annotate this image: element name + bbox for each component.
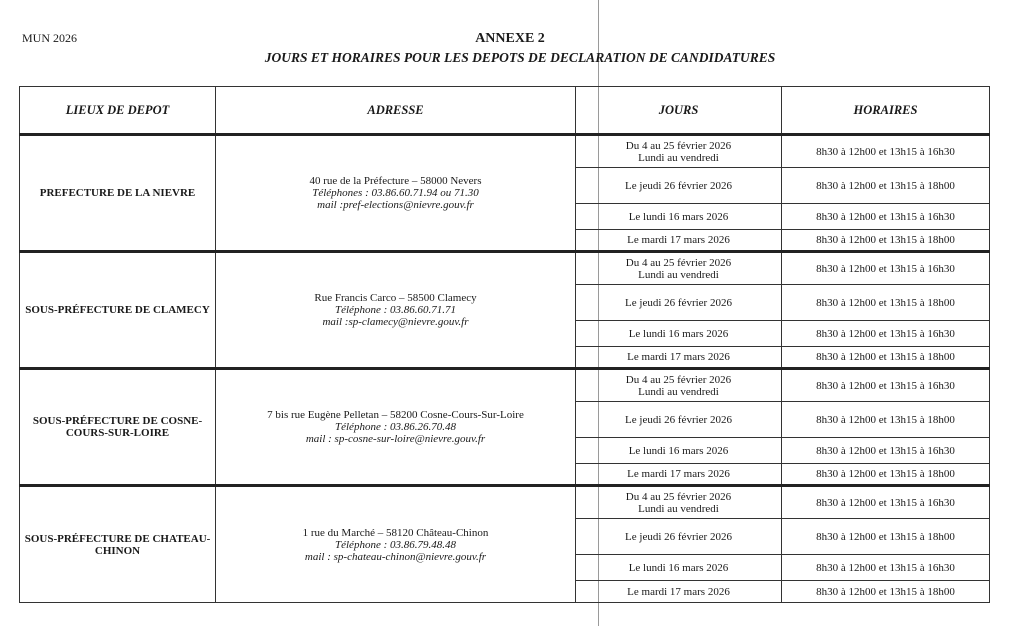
address-cell [216,252,576,369]
address-line: 40 rue de la Préfecture – 58000 Nevers [309,175,482,187]
day-text: Le jeudi 26 février 2026 [625,530,732,543]
phone-line: Téléphone : 03.86.26.70.48 [335,421,456,433]
lieu-cell: SOUS-PRÉFECTURE DE CLAMECY [20,252,216,369]
day-cell [576,486,782,519]
table-row [20,369,990,402]
day-text: Le mardi 17 mars 2026 [627,351,730,363]
day-cell [576,347,782,369]
phone-line: Téléphone : 03.86.79.48.48 [335,538,456,551]
hours-cell: 8h30 à 12h00 et 13h15 à 18h00 [782,464,990,486]
table-row [20,486,990,519]
document-reference: MUN 2026 [22,31,78,45]
day-text: Du 4 au 25 février 2026 [625,490,732,503]
day-cell [576,555,782,581]
day-cell [576,581,782,603]
hours-cell: 8h30 à 12h00 et 13h15 à 16h30 [782,555,990,581]
day-cell [576,230,782,252]
day-cell [576,252,782,285]
day-subtext: Lundi au vendredi [638,151,719,164]
day-cell [576,519,782,555]
table-row [20,135,990,168]
hours-cell: 8h30 à 12h00 et 13h15 à 16h30 [782,252,990,285]
day-subtext: Lundi au vendredi [638,385,719,398]
day-cell [576,204,782,230]
day-text: Du 4 au 25 février 2026 [625,256,732,269]
lieu-cell: SOUS-PRÉFECTURE DE CHATEAU-CHINON [20,486,216,603]
header-adresse: ADRESSE [216,87,576,135]
table-header-row [20,87,990,135]
hours-cell: 8h30 à 12h00 et 13h15 à 18h00 [782,230,990,252]
hours-cell: 8h30 à 12h00 et 13h15 à 16h30 [782,135,990,168]
hours-cell: 8h30 à 12h00 et 13h15 à 18h00 [782,402,990,438]
day-subtext: Lundi au vendredi [638,502,719,515]
phone-line: Téléphones : 03.86.60.71.94 ou 71.30 [312,187,479,199]
address-cell [216,369,576,486]
day-cell [576,402,782,438]
table-body [20,135,990,603]
lieu-cell: PREFECTURE DE LA NIEVRE [20,135,216,252]
address-line: Rue Francis Carco – 58500 Clamecy [314,292,477,304]
day-text: Le lundi 16 mars 2026 [628,210,729,223]
day-text: Le lundi 16 mars 2026 [628,561,729,574]
header-horaires: HORAIRES [782,87,990,135]
lieu-cell: SOUS-PRÉFECTURE DE COSNE-COURS-SUR-LOIRE [20,369,216,486]
day-text: Le lundi 16 mars 2026 [628,444,729,457]
table-row [20,252,990,285]
phone-line: Téléphone : 03.86.60.71.71 [335,304,456,316]
day-subtext: Lundi au vendredi [638,268,719,281]
day-text: Le jeudi 26 février 2026 [625,413,732,426]
day-text: Le mardi 17 mars 2026 [627,234,730,246]
hours-cell: 8h30 à 12h00 et 13h15 à 16h30 [782,438,990,464]
mail-line: mail :sp-clamecy@nievre.gouv.fr [322,316,469,328]
day-text: Le mardi 17 mars 2026 [627,585,730,598]
address-cell [216,486,576,603]
hours-cell: 8h30 à 12h00 et 13h15 à 16h30 [782,321,990,347]
day-cell [576,285,782,321]
mail-line: mail : sp-cosne-sur-loire@nievre.gouv.fr [305,433,486,445]
document-subtitle: JOURS ET HORAIRES POUR LES DEPOTS DE DECLARATION DE CANDIDATURES [264,50,776,65]
address-line: 1 rue du Marché – 58120 Château-Chinon [302,526,489,539]
day-text: Le jeudi 26 février 2026 [625,296,732,309]
mail-line: mail : sp-chateau-chinon@nievre.gouv.fr [304,550,487,563]
day-text: Le mardi 17 mars 2026 [627,468,730,480]
day-text: Le lundi 16 mars 2026 [628,327,729,340]
hours-cell: 8h30 à 12h00 et 13h15 à 18h00 [782,519,990,555]
schedule-table [19,86,990,603]
day-cell [576,135,782,168]
day-text: Du 4 au 25 février 2026 [625,139,732,152]
day-cell [576,438,782,464]
address-line: 7 bis rue Eugène Pelletan – 58200 Cosne-Cours-Sur-Loire [267,409,524,421]
hours-cell: 8h30 à 12h00 et 13h15 à 18h00 [782,581,990,603]
hours-cell: 8h30 à 12h00 et 13h15 à 18h00 [782,285,990,321]
mail-line: mail :pref-elections@nievre.gouv.fr [317,199,474,211]
hours-cell: 8h30 à 12h00 et 13h15 à 16h30 [782,486,990,519]
day-cell [576,321,782,347]
hours-cell: 8h30 à 12h00 et 13h15 à 18h00 [782,347,990,369]
document-title: ANNEXE 2 [475,31,545,46]
day-cell [576,168,782,204]
day-text: Le jeudi 26 février 2026 [625,179,732,192]
day-cell [576,369,782,402]
address-cell [216,135,576,252]
hours-cell: 8h30 à 12h00 et 13h15 à 16h30 [782,204,990,230]
header-lieux: LIEUX DE DEPOT [20,87,216,135]
day-cell [576,464,782,486]
day-text: Du 4 au 25 février 2026 [625,373,732,386]
hours-cell: 8h30 à 12h00 et 13h15 à 18h00 [782,168,990,204]
hours-cell: 8h30 à 12h00 et 13h15 à 16h30 [782,369,990,402]
header-jours: JOURS [576,87,782,135]
